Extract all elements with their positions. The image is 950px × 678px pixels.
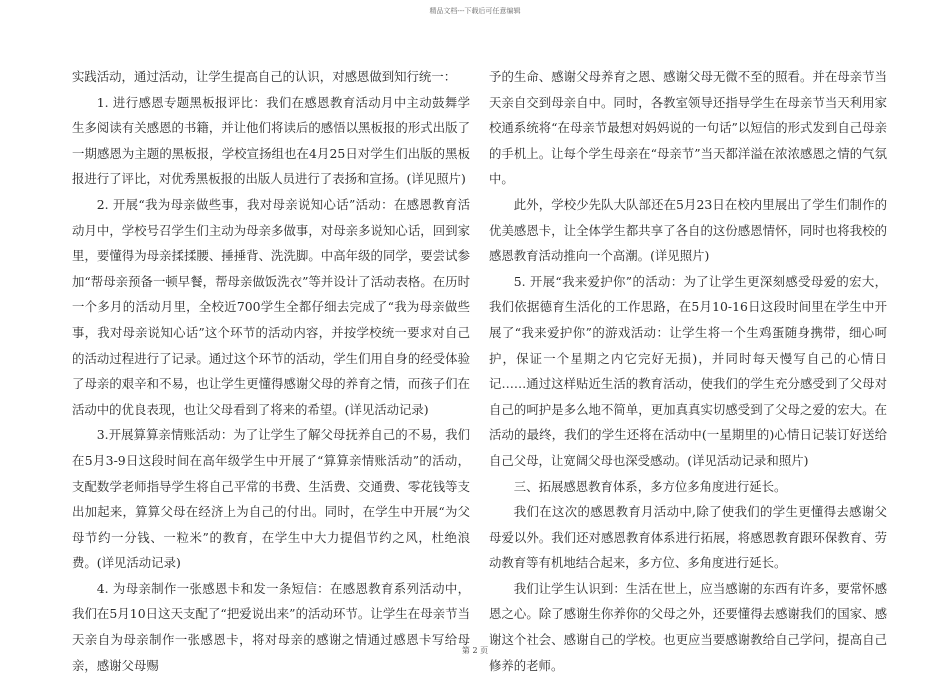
page-header: 精品文档---下载后可任意编辑 bbox=[429, 7, 521, 15]
paragraph: 此外，学校少先队大队部还在5月23日在校内里展出了学生们制作的优美感恩卡，让全体学生都共享了各自的这份感恩情怀，同时也将我校的感恩教育活动推向一个高潮。(详见照片) bbox=[489, 196, 887, 264]
paragraph: 3.开展算算亲情账活动：为了让学生了解父母抚养自己的不易，我们在5月3-9日这段时间在高年级学生中开展了“算算亲情账活动”的活动，支配数学老师指导学生将自己平常的书费、生活费、交通费、零花钱等支出加起来，算算父母在经济上为自己的付出。同时，在学生中开展“为父母节约一分钱、一粒米”的教育，在学生中大力提倡节约之风，杜绝浪费。(详见活动记录) bbox=[72, 427, 470, 571]
left-column bbox=[72, 64, 470, 678]
paragraph: 我们在这次的感恩教育月活动中,除了使我们的学生更懂得去感谢父母爱以外。我们还对感恩教育体系进行拓展，将感恩教育跟环保教育、劳动教育等有机地结合起来，多方位、多角度进行延长。 bbox=[489, 504, 887, 571]
paragraph: 实践活动，通过活动，让学生提高自己的认识，对感恩做到知行统一： bbox=[72, 69, 457, 84]
page-number: 第 2 页 bbox=[461, 646, 489, 655]
paragraph: 1. 进行感恩专题黑板报评比：我们在感恩教育活动月中主动鼓舞学生多阅读有关感恩的书籍，并让他们将读后的感悟以黑板报的形式出版了一期感恩为主题的黑板报，学校宣扬组也在4月25日对学生们出版的黑板报进行了评比，对优秀黑板报的出版人员进行了表扬和宣扬。(详见照片) bbox=[72, 94, 470, 187]
paragraph: 4. 为母亲制作一张感恩卡和发一条短信：在感恩教育系列活动中，我们在5月10日这天支配了“把爱说出来”的活动环节。让学生在母亲节当天亲自为母亲制作一张感恩卡，将对母亲的感谢之情通过感恩卡写给母亲，感谢父母赐 bbox=[72, 580, 470, 673]
right-column bbox=[489, 64, 887, 678]
paragraph: 5. 开展“我来爱护你”的活动：为了让学生更深刻感受母爱的宏大，我们依据德育生活化的工作思路，在5月10-16日这段时间里在学生中开展了“我来爱护你”的游戏活动：让学生将一个生鸡蛋随身携带，细心呵护，保证一个星期之内它完好无损)，并同时每天慢写自己的心情日记……通过这样贴近生活的教育活动，使我们的学生充分感受到了父母对自己的呵护是多么地不简单，更加真真实切感受到了父母之爱的宏大。在活动的最终，我们的学生还将在活动中(一星期里的)心情日记装订好送给自己父母，让宽阔父母也深受感动。(详见活动记录和照片) bbox=[489, 273, 887, 468]
paragraph: 我们让学生认识到：生活在世上，应当感谢的东西有许多，要常怀感恩之心。除了感谢生你养你的父母之外，还要懂得去感谢我们的国家、感谢这个社会、感谢自己的学校。也更应当要感谢教给自己学问，提高自己修养的老师。 bbox=[489, 580, 887, 673]
paragraph: 2. 开展“我为母亲做些事，我对母亲说知心话”活动：在感恩教育活动月中，学校号召学生们主动为母亲多做事，对母亲多说知心话，回到家里，要懂得为母亲揉揉腰、捶捶背、洗洗脚。中高年级的同学，要尝试参加“帮母亲预备一顿早餐，帮母亲做饭洗衣”等并设计了活动表格。在历时一个多月的活动月里，全校近700学生全都仔细去完成了“我为母亲做些事，我对母亲说知心话”这个环节的活动内容，并按学校统一要求对自己的活动过程进行了记录。通过这个环节的活动，学生们用自身的经受体验了母亲的艰辛和不易，也让学生更懂得感谢父母的养育之情，而孩子们在活动中的优良表现，也让父母看到了将来的希望。(详见活动记录) bbox=[72, 196, 470, 417]
paragraph: 予的生命、感谢父母养育之恩、感谢父母无微不至的照看。并在母亲节当天亲自交到母亲自中。同时，各教室领导还指导学生在母亲节当天利用家校通系统将“在母亲节最想对妈妈说的一句话”以短信的形式发到自己母亲的手机上。让每个学生母亲在“母亲节”当天都洋溢在浓浓感恩之情的气氛中。 bbox=[489, 69, 887, 187]
section-heading: 三、拓展感恩教育体系，多方位多角度进行延长。 bbox=[513, 478, 787, 494]
